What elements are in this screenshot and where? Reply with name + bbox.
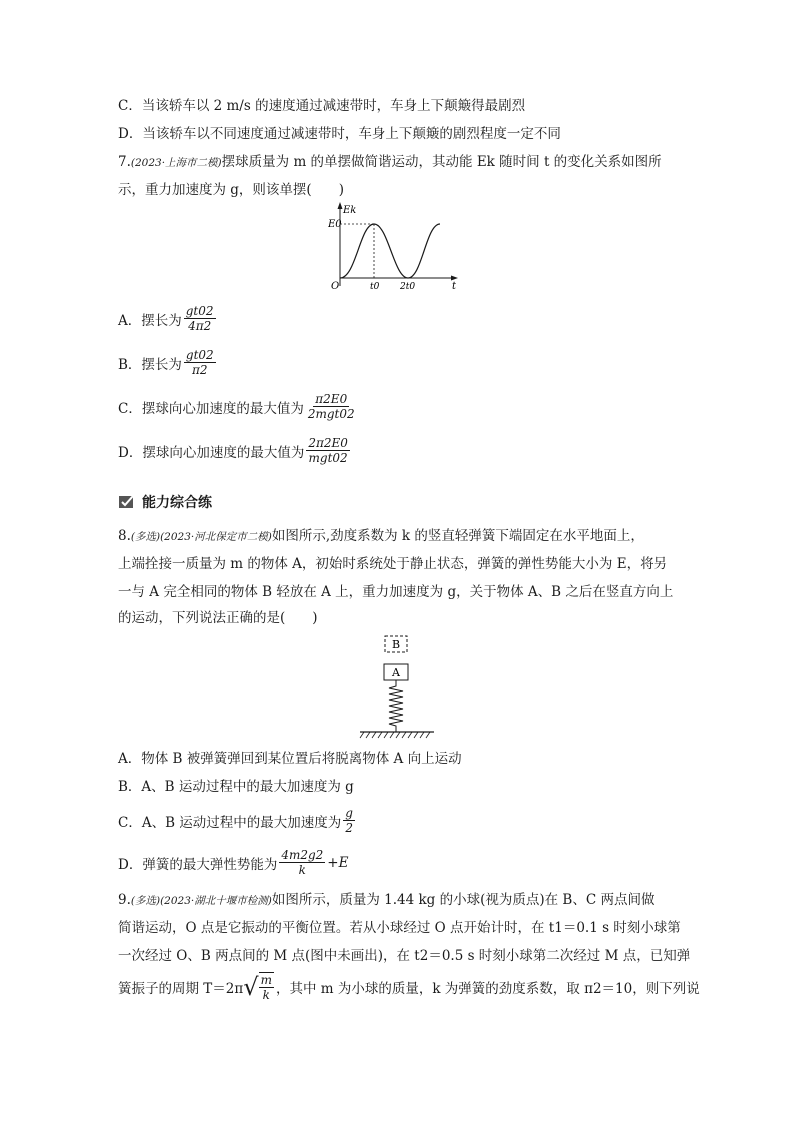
q9-sqrt-fraction	[259, 972, 274, 1002]
q8-stem-line3: 一与 A 完全相同的物体 B 轻放在 A 上，重力加速度为 g，关于物体 A、B 之后在竖直方向上	[118, 584, 674, 600]
q7-option-a-fraction	[184, 304, 216, 333]
q7-y-label: Ek	[343, 205, 357, 216]
q8-stem-line2: 上端拴接一质量为 m 的物体 A，初始时系统处于静止状态，弹簧的弹性势能大小为 E，将另	[118, 556, 668, 572]
fraction-numerator: gt02	[185, 348, 214, 362]
fraction-denominator: k	[262, 988, 270, 1002]
q8-stem-line1	[118, 526, 644, 547]
q8-stem-text1: 如图所示,劲度系数为 k 的竖直轻弹簧下端固定在水平地面上，	[271, 528, 644, 544]
q7-y-arrow	[338, 202, 343, 209]
q7-x-arrow	[451, 276, 458, 281]
q8-source: (多选)(2023·河北保定市二模)	[130, 531, 272, 543]
q9-source: (多选)(2023·湖北十堰市检测)	[130, 895, 272, 907]
fraction-numerator: gt02	[185, 304, 214, 318]
q7-option-d-text: D．摆球向心加速度的最大值为	[118, 444, 305, 461]
q7-stem-line1	[118, 152, 662, 173]
fraction-denominator: 4π2	[188, 319, 212, 333]
q9-stem-text1: 如图所示，质量为 1.44 kg 的小球(视为质点)在 B、C 两点间做	[271, 892, 655, 908]
fraction-denominator: k	[298, 863, 306, 877]
q7-option-b-text: B．摆长为	[118, 356, 182, 373]
q6-option-c: C．当该轿车以 2 m/s 的速度通过减速带时，车身上下颠簸得最剧烈	[118, 98, 526, 114]
q8-option-a: A．物体 B 被弹簧弹回到某位置后将脱离物体 A 向上运动	[118, 751, 462, 767]
q7-option-d-fraction	[306, 436, 350, 465]
q9-stem-line3: 一次经过 O、B 两点间的 M 点(图中未画出)，在 t2＝0.5 s 时刻小球第二次经过 M 点，已知弹	[118, 948, 691, 964]
fraction-numerator: m	[260, 973, 272, 987]
section-header	[118, 492, 212, 512]
q9-stem-line2: 简谐运动，O 点是它振动的平衡位置。若从小球经过 O 点开始计时，在 t1＝0.1 s 时刻小球第	[118, 920, 681, 936]
q8-ground-hatch	[360, 732, 430, 738]
q9-stem-line1	[118, 890, 654, 911]
fraction-numerator: π2E0	[315, 392, 348, 406]
q9-stem-line4	[118, 972, 700, 1002]
q7-origin: O	[331, 281, 340, 292]
fraction-denominator: π2	[192, 363, 208, 377]
q7-x-label: t	[452, 281, 457, 292]
q7-stem-line2: 示，重力加速度为 g，则该单摆( )	[118, 182, 344, 198]
q7-option-c-fraction	[306, 392, 357, 421]
q7-option-d	[118, 436, 352, 465]
q8-option-c	[118, 806, 357, 835]
q7-ek-time-graph	[328, 200, 464, 292]
fraction-numerator: 2π2E0	[308, 436, 348, 450]
q7-x-tick-2t0: 2t0	[400, 282, 416, 292]
q7-source: (2023·上海市二模)	[130, 157, 222, 169]
fraction-numerator: g	[345, 806, 353, 820]
q8-option-c-fraction	[343, 806, 355, 835]
q8-option-d	[118, 848, 348, 877]
q8-spring-figure	[356, 632, 438, 742]
q7-option-a	[118, 304, 218, 333]
q7-number: 7.	[118, 154, 131, 170]
q8-spring	[389, 680, 403, 732]
q7-option-a-text: A．摆长为	[118, 312, 182, 329]
q7-option-b	[118, 348, 218, 377]
q7-stem-text1: 摆球质量为 m 的单摆做简谐运动，其动能 Ek 随时间 t 的变化关系如图所	[221, 154, 662, 170]
q7-option-b-fraction	[184, 348, 216, 377]
q8-block-a-label: A	[392, 666, 400, 679]
q7-option-c	[118, 392, 359, 421]
section-title: 能力综合练	[142, 495, 212, 511]
q8-stem-line4: 的运动，下列说法正确的是( )	[118, 610, 318, 626]
q8-number: 8.	[118, 528, 131, 544]
fraction-numerator: 4m2g2	[281, 848, 324, 862]
q9-sqrt: √ $\frac{m}{k}$	[243, 973, 272, 1002]
q9-stem-text4b: ，其中 m 为小球的质量，k 为弹簧的劲度系数，取 π2＝10，则下列说	[275, 981, 700, 997]
q8-option-d-suffix: +E	[327, 854, 349, 871]
fraction-denominator: 2mgt02	[307, 407, 355, 421]
q7-option-c-text: C．摆球向心加速度的最大值为	[118, 400, 304, 417]
q8-option-c-text: C．A、B 运动过程中的最大加速度为	[118, 814, 342, 831]
fraction-denominator: mgt02	[308, 451, 348, 465]
q8-option-d-fraction	[279, 848, 325, 877]
q9-stem-text4a: 簧振子的周期 T＝2π	[118, 981, 244, 997]
q7-ek-curve	[340, 224, 440, 278]
q8-option-d-text: D．弹簧的最大弹性势能为	[118, 856, 278, 873]
q7-y-tick-e0: E0	[328, 219, 342, 230]
checklist-icon	[118, 494, 136, 510]
q6-option-d: D．当该轿车以不同速度通过减速带时，车身上下颠簸的剧烈程度一定不同	[118, 126, 561, 142]
q9-number: 9.	[118, 892, 131, 908]
q7-x-tick-t0: t0	[370, 282, 380, 292]
fraction-denominator: 2	[345, 821, 353, 835]
q8-option-b: B．A、B 运动过程中的最大加速度为 g	[118, 779, 354, 795]
q8-block-b-label: B	[391, 638, 401, 651]
